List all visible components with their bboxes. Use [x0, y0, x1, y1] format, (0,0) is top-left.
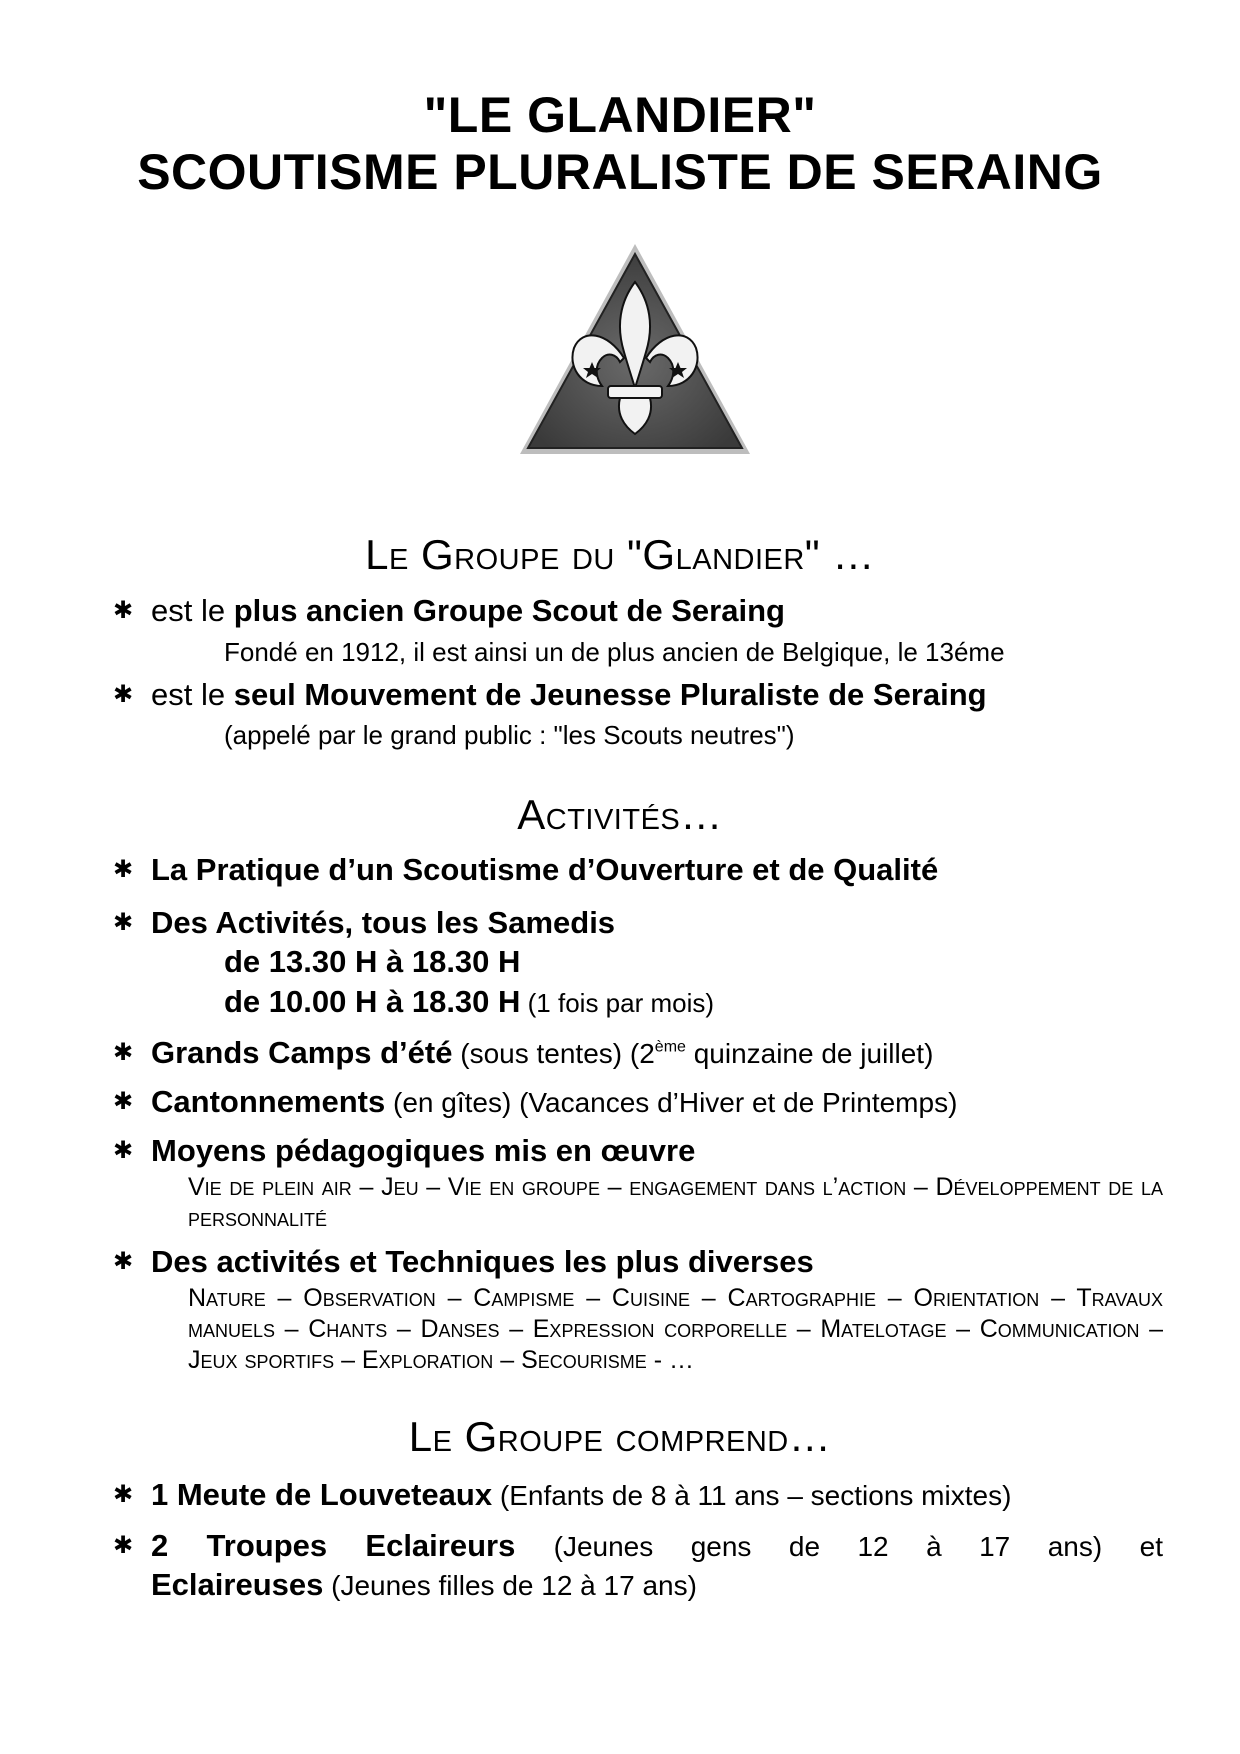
bullet-icon: ✱	[113, 1137, 134, 1164]
bullet-icon: ✱	[113, 856, 134, 883]
schedule-line: de 13.30 H à 18.30 H	[224, 944, 521, 979]
bullet-icon: ✱	[113, 1248, 134, 1275]
list-item-detail: (appelé par le grand public : "les Scouts neutres")	[224, 720, 795, 750]
section-heading-groupe: Le Groupe du "Glandier" …	[365, 531, 875, 578]
schedule-line: de 10.00 H à 18.30 H (1 fois par mois)	[224, 984, 715, 1019]
list-item: Moyens pédagogiques mis en œuvre	[151, 1133, 696, 1168]
section-heading-activites: Activités…	[517, 791, 723, 838]
list-item: Des activités et Techniques les plus diverses	[151, 1244, 814, 1279]
document-title-line-1: "LE GLANDIER"	[423, 87, 817, 143]
list-item: La Pratique d’un Scoutisme d’Ouverture et de Qualité	[151, 852, 939, 887]
bullet-icon: ✱	[113, 1532, 134, 1559]
fleur-de-lis-triangle-icon	[516, 240, 754, 458]
list-item-detail: Fondé en 1912, il est ainsi un de plus ancien de Belgique, le 13éme	[224, 637, 1005, 667]
list-item: est le plus ancien Groupe Scout de Seraing	[151, 593, 785, 628]
section-heading-groupe-comprend: Le Groupe comprend…	[408, 1413, 832, 1460]
list-item: est le seul Mouvement de Jeunesse Pluraliste de Seraing	[151, 677, 987, 712]
list-item-detail: Vie de plein air – Jeu – Vie en groupe – engagement dans l’action – Développement de la personnalité	[188, 1173, 1163, 1232]
list-item: Des Activités, tous les Samedis	[151, 905, 616, 940]
bullet-icon: ✱	[113, 1481, 134, 1508]
list-item: 2 Troupes Eclaireurs (Jeunes gens de 12 à 17 ans) et	[151, 1528, 1163, 1563]
list-item-detail: Nature – Observation – Campisme – Cuisine – Cartographie – Orientation – Travaux manuels – Chants – Danses – Expression corporelle – Matelotage – Communication – Jeux sportifs – Exploration – Secourisme - …	[188, 1284, 1163, 1374]
bullet-icon: ✱	[113, 681, 134, 708]
bullet-icon: ✱	[113, 1039, 134, 1066]
document-title-line-2: SCOUTISME PLURALISTE DE SERAING	[137, 144, 1103, 200]
list-item: Cantonnements (en gîtes) (Vacances d’Hiver et de Printemps)	[151, 1084, 958, 1119]
list-item-continuation: Eclaireuses (Jeunes filles de 12 à 17 ans)	[151, 1567, 697, 1602]
bullet-icon: ✱	[113, 597, 134, 624]
bullet-icon: ✱	[113, 1088, 134, 1115]
bullet-icon: ✱	[113, 909, 134, 936]
list-item: 1 Meute de Louveteaux (Enfants de 8 à 11 ans – sections mixtes)	[151, 1477, 1012, 1512]
list-item: Grands Camps d’été (sous tentes) (2ème quinzaine de juillet)	[151, 1035, 934, 1070]
